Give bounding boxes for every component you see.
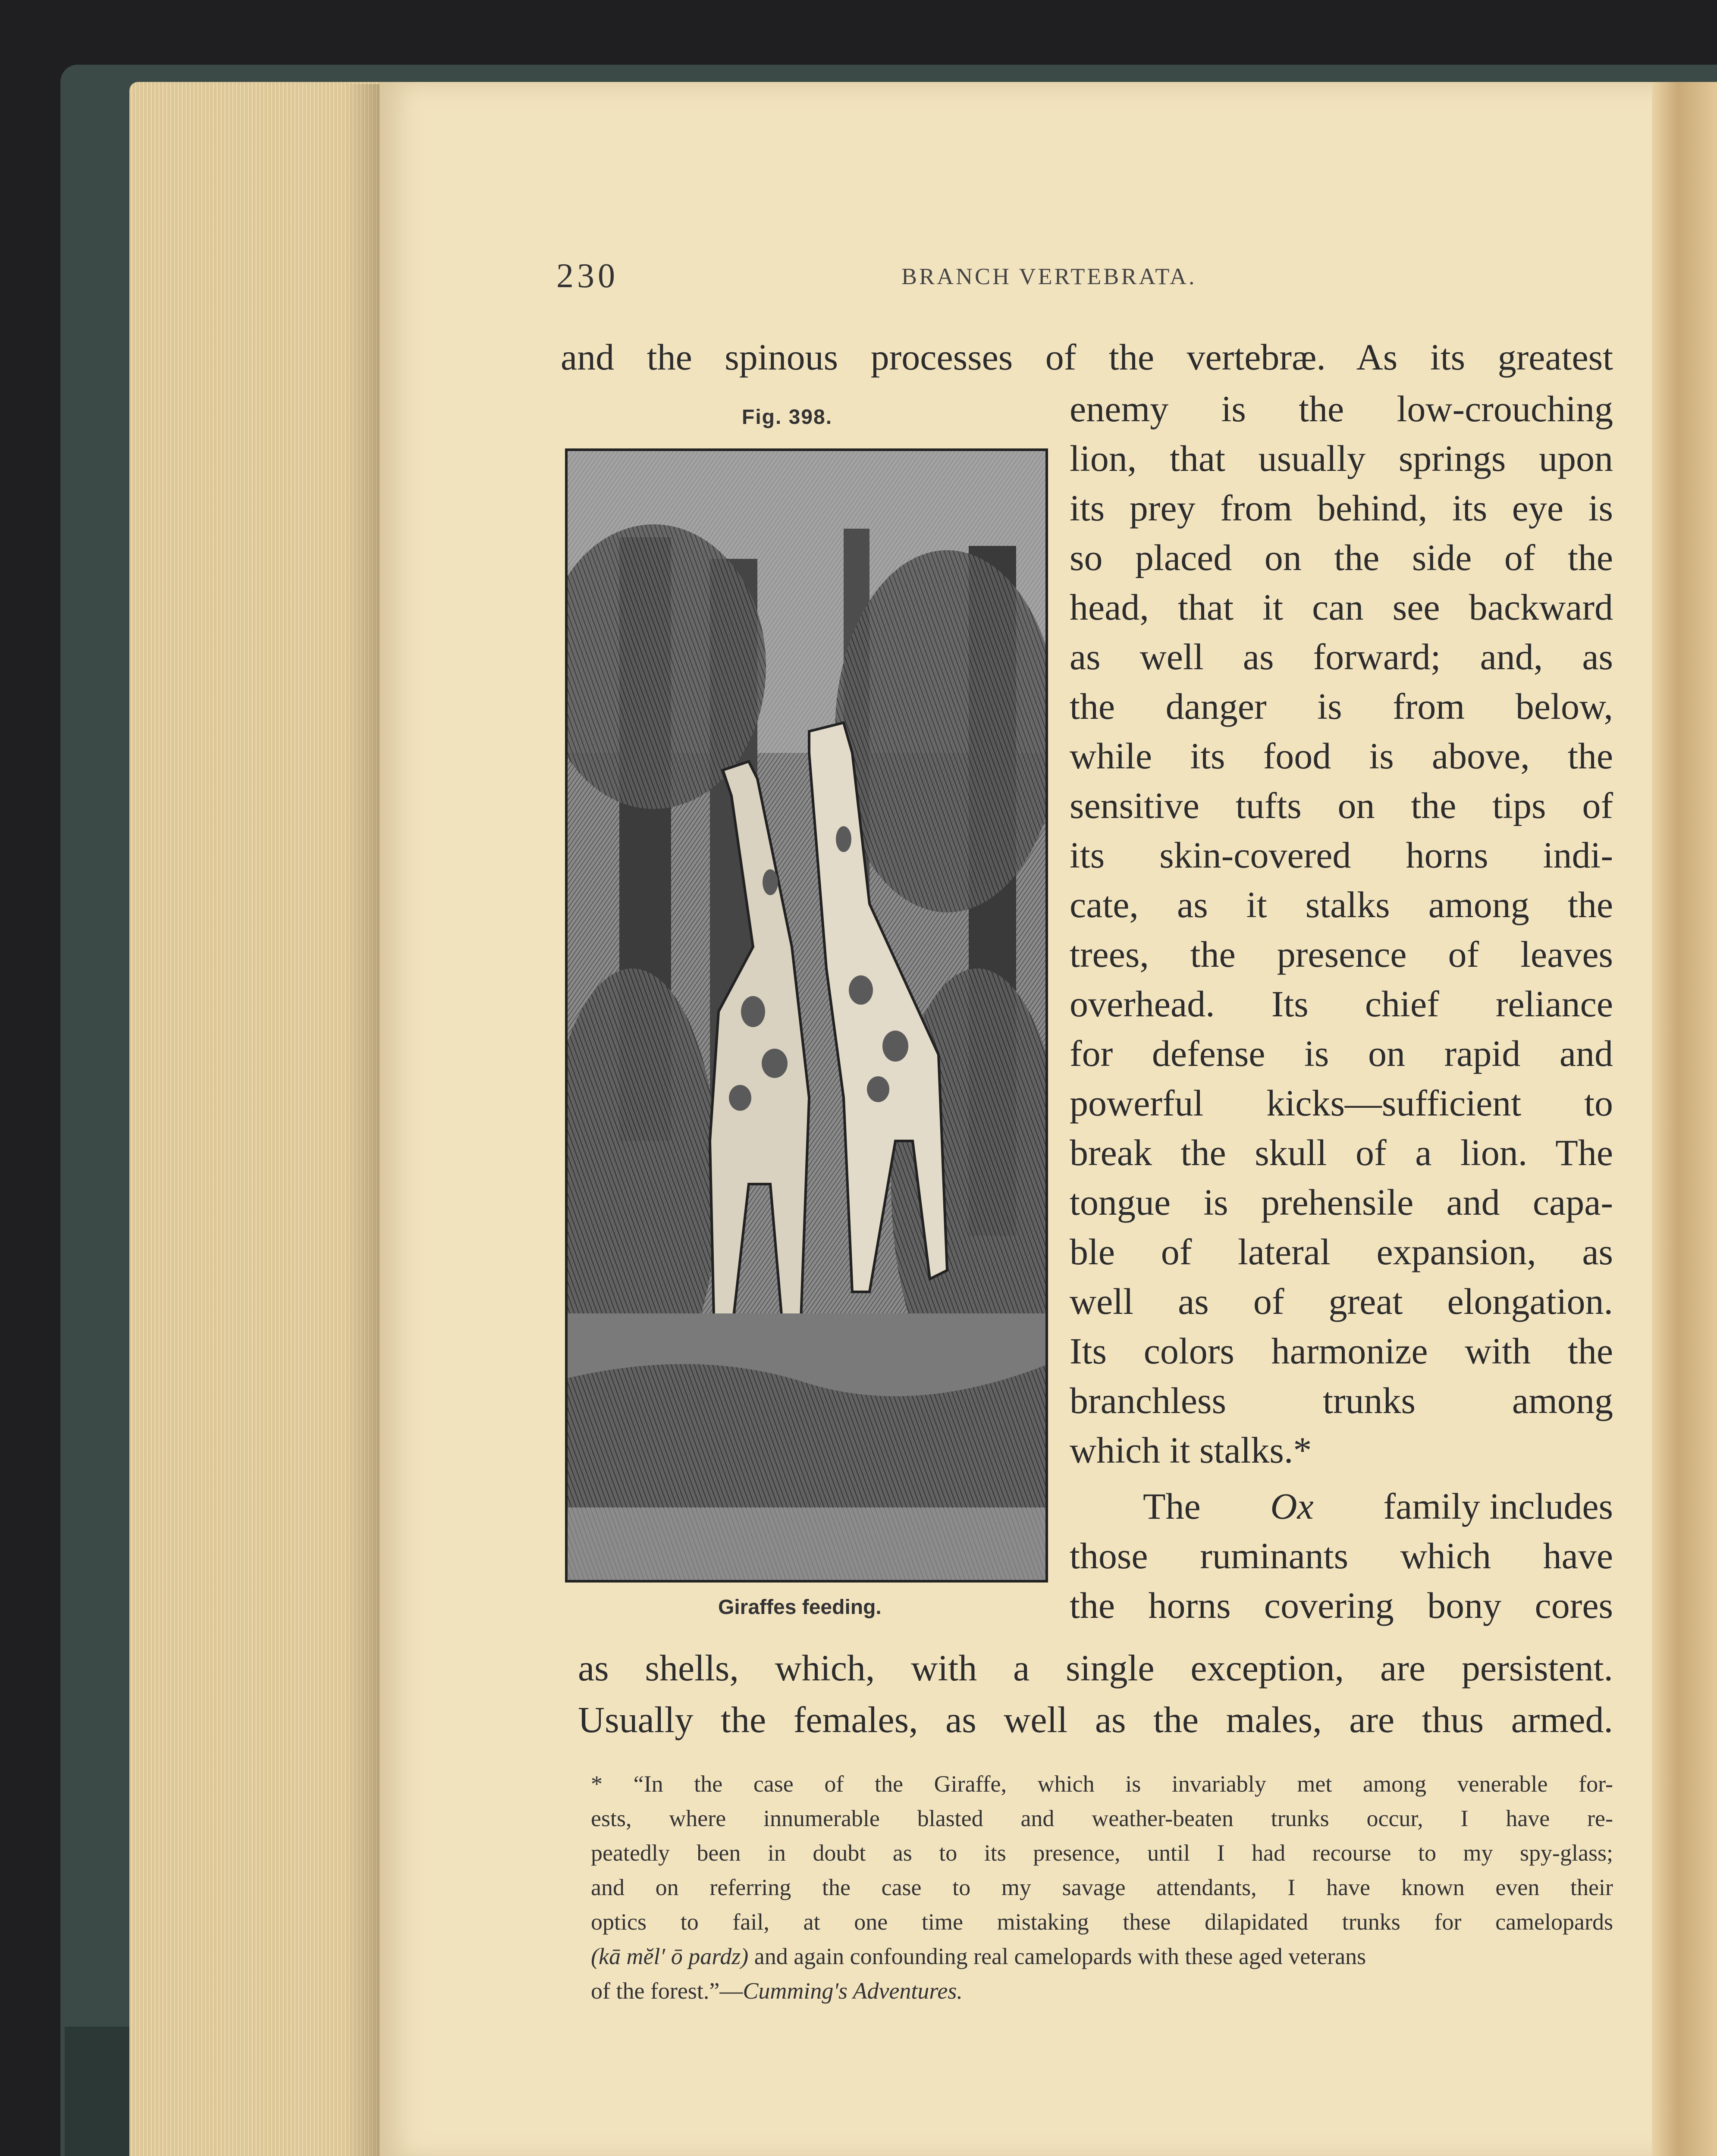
ox-line-italic: Ox: [1270, 1485, 1314, 1527]
footnote-line-pronunciation: [591, 1945, 1366, 1968]
body-text-line: Usually the females, as well as the males, are thus armed.: [578, 1699, 1613, 1740]
body-text-line: Its colors harmonize with the: [1070, 1330, 1613, 1372]
body-text-line: so placed on the side of the: [1070, 537, 1613, 578]
body-text-line: well as of great elongation.: [1070, 1281, 1613, 1322]
body-text-line: lion, that usually springs upon: [1070, 438, 1613, 479]
ox-line-rest: family includes: [1383, 1485, 1613, 1527]
footnote-source-plain: of the forest.”—: [591, 1978, 743, 2004]
body-text-line: powerful kicks—sufficient to: [1070, 1082, 1613, 1124]
body-text-line: the danger is from below,: [1070, 686, 1613, 727]
giraffe-illustration: [568, 451, 1045, 1580]
body-text-line: as well as forward; and, as: [1070, 636, 1613, 677]
giraffe-engraving: [565, 448, 1048, 1583]
body-text-line: while its food is above, the: [1070, 735, 1613, 777]
page-gutter: [1652, 82, 1717, 2156]
body-text-line: those ruminants which have: [1070, 1535, 1613, 1576]
body-text-line: cate, as it stalks among the: [1070, 884, 1613, 925]
page-number: 230: [556, 257, 618, 295]
footnote-line-source: [591, 1979, 963, 2002]
ox-line-lead: The: [1143, 1485, 1201, 1527]
running-head: [556, 257, 1290, 304]
body-text-line: sensitive tufts on the tips of: [1070, 785, 1613, 826]
body-text-line: as shells, which, with a single exception, are persistent.: [578, 1647, 1613, 1689]
body-text-line: ble of lateral expansion, as: [1070, 1231, 1613, 1272]
footnote-line: ests, where innumerable blasted and weather-beaten trunks occur, I have re-: [591, 1805, 1613, 1831]
footnote-line: and on referring the case to my savage attendants, I have known even their: [591, 1874, 1613, 1900]
body-text-line: its prey from behind, its eye is: [1070, 487, 1613, 529]
body-text-line: branchless trunks among: [1070, 1380, 1613, 1421]
footnote-line: optics to fail, at one time mistaking these dilapidated trunks for camelopards: [591, 1909, 1613, 1935]
footnote-line: peatedly been in doubt as to its presence, until I had recourse to my spy-glass;: [591, 1840, 1613, 1866]
running-head-title: BRANCH VERTEBRATA.: [901, 263, 1197, 289]
footnote-line: * “In the case of the Giraffe, which is invariably met among venerable for-: [591, 1771, 1613, 1797]
footnote-pronunciation: (kā mĕl′ ō pardz): [591, 1943, 749, 1969]
figure-caption: Giraffes feeding.: [718, 1596, 882, 1619]
body-text-line: the horns covering bony cores: [1070, 1585, 1613, 1626]
body-text-line: which it stalks.*: [1070, 1429, 1312, 1471]
footnote-source-italic: Cumming's Adventures.: [743, 1978, 963, 2004]
body-text-line: overhead. Its chief reliance: [1070, 983, 1613, 1025]
body-text-line: head, that it can see backward: [1070, 586, 1613, 628]
body-text-line: its skin-covered horns indi-: [1070, 834, 1613, 876]
body-text-line: enemy is the low-crouching: [1070, 388, 1613, 429]
body-text-line: for defense is on rapid and: [1070, 1033, 1613, 1074]
body-text-line: tongue is prehensile and capa-: [1070, 1181, 1613, 1223]
body-text-line: break the skull of a lion. The: [1070, 1132, 1613, 1173]
body-text-line: and the spinous processes of the vertebræ. As its greatest: [561, 336, 1613, 378]
figure-label: Fig. 398.: [742, 406, 833, 429]
ox-family-line: [1143, 1485, 1613, 1527]
footnote-pronunciation-rest: and again confounding real camelopards with these aged veterans: [748, 1943, 1366, 1969]
body-text-line: trees, the presence of leaves: [1070, 934, 1613, 975]
